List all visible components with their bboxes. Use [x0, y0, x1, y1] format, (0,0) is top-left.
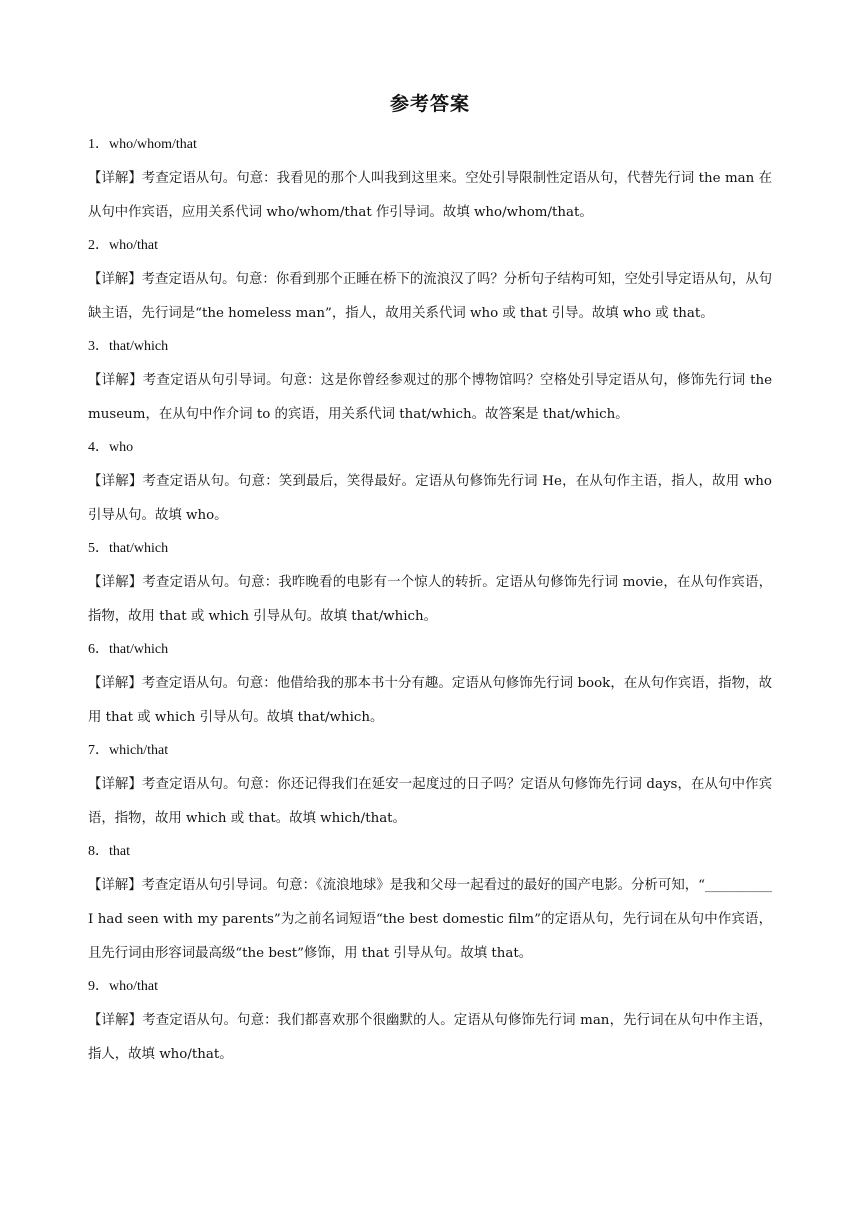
explanation-text: 【详解】考查定语从句。句意：我们都喜欢那个很幽默的人。定语从句修饰先行词 man，先行词在从句中作主语，指人，故填 who/that。	[88, 1013, 772, 1062]
explanation-text: 【详解】考查定语从句引导词。句意：这是你曾经参观过的那个博物馆吗？空格处引导定语从句，修饰先行词 the museum，在从句中作介词 to 的宾语，用关系代词 that/which。故答案是 that/which。	[88, 373, 772, 422]
answer-item-5	[88, 536, 772, 634]
answer-item-9	[88, 974, 772, 1072]
answer-item-1	[88, 132, 772, 230]
explanation-text: 【详解】考查定语从句。句意：笑到最后，笑得最好。定语从句修饰先行词 He，在从句作主语，指人，故用 who 引导从句。故填 who。	[88, 474, 772, 523]
page-title: 参考答案	[389, 93, 470, 115]
explanation-text: 【详解】考查定语从句。句意：你还记得我们在延安一起度过的日子吗？定语从句修饰先行词 days，在从句中作宾语，指物，故用 which 或 that。故填 which/that。	[88, 777, 772, 826]
explanation-text: 【详解】考查定语从句。句意：他借给我的那本书十分有趣。定语从句修饰先行词 book，在从句作宾语，指物，故用 that 或 which 引导从句。故填 that/which。	[88, 676, 772, 725]
answer-item-4	[88, 435, 772, 533]
answer-text: 7．which/that	[88, 743, 169, 758]
answer-text: 9．who/that	[88, 979, 158, 994]
answer-list	[88, 132, 772, 1075]
answer-text: 3．that/which	[88, 339, 169, 354]
answer-text: 4．who	[88, 440, 134, 455]
answer-item-6	[88, 637, 772, 735]
answer-text: 1．who/whom/that	[88, 137, 197, 152]
answer-item-2	[88, 233, 772, 331]
answer-text: 5．that/which	[88, 541, 169, 556]
explanation-text: 【详解】考查定语从句。句意：你看到那个正睡在桥下的流浪汉了吗？分析句子结构可知，空处引导定语从句，从句缺主语，先行词是“the homeless man”，指人，故用关系代词 who 或 that 引导。故填 who 或 that。	[88, 272, 772, 321]
answer-text: 8．that	[88, 844, 130, 859]
answer-text: 6．that/which	[88, 642, 169, 657]
answer-item-8	[88, 839, 772, 971]
answer-item-3	[88, 334, 772, 432]
answer-item-7	[88, 738, 772, 836]
explanation-text: 【详解】考查定语从句引导词。句意：《流浪地球》是我和父母一起看过的最好的国产电影。分析可知，“__________ I had seen with my parents”为之前名词短语“the best domestic film”的定语从句，先行词在从句中作宾语，且先行词由形容词最高级“the best”修饰，用 that 引导从句。故填 that。	[88, 878, 772, 961]
explanation-text: 【详解】考查定语从句。句意：我昨晚看的电影有一个惊人的转折。定语从句修饰先行词 movie，在从句作宾语，指物，故用 that 或 which 引导从句。故填 that/which。	[88, 575, 772, 624]
answer-text: 2．who/that	[88, 238, 158, 253]
explanation-text: 【详解】考查定语从句。句意：我看见的那个人叫我到这里来。空处引导限制性定语从句，代替先行词 the man 在从句中作宾语，应用关系代词 who/whom/that 作引导词。故填 who/whom/that。	[88, 171, 772, 220]
